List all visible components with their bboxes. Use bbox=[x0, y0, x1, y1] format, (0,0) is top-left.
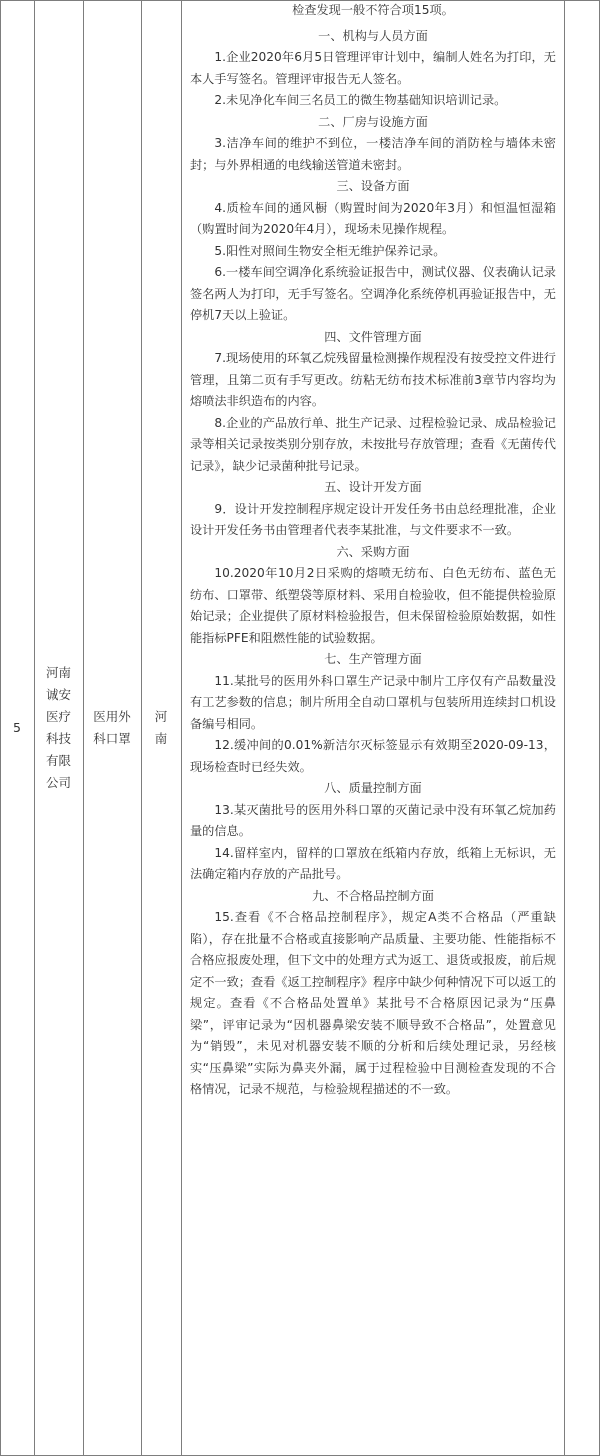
section-heading: 七、生产管理方面 bbox=[324, 652, 422, 666]
finding-item: 4.质检车间的通风橱（购置时间为2020年3月）和恒温恒湿箱（购置时间为2020年4月），现场未见操作规程。 bbox=[190, 200, 556, 236]
product-name-line: 医用外 bbox=[93, 709, 131, 724]
section-heading: 五、设计开发方面 bbox=[324, 480, 422, 494]
finding-item: 10.2020年10月2日采购的熔喷无纺布、白色无纺布、蓝色无纺布、口罩带、纸塑袋等原材料、采用自检验收，但不能提供检验原始记录；企业提供了原材料检验报告，但未保留检验原始数据，如性能指标PFE和阻燃性能的试验数据。 bbox=[190, 566, 556, 645]
column-divider bbox=[181, 0, 182, 1456]
company-name-line: 有限 bbox=[45, 753, 71, 768]
section-heading: 六、采购方面 bbox=[336, 544, 410, 559]
company-cell bbox=[34, 0, 83, 1456]
row-index-cell bbox=[0, 0, 34, 1456]
finding-item: 1.企业2020年6月5日管理评审计划中，编制人姓名为打印，无本人手写签名。管理评审报告无人签名。 bbox=[190, 50, 556, 86]
region-name-line: 南 bbox=[154, 731, 168, 746]
findings-intro: 检查发现一般不符合项15项。 bbox=[292, 3, 454, 17]
column-divider bbox=[564, 0, 565, 1456]
finding-item: 14.留样室内，留样的口罩放在纸箱内存放，纸箱上无标识，无法确定箱内存放的产品批号。 bbox=[190, 845, 556, 881]
company-name-line: 科技 bbox=[45, 731, 71, 746]
company-name-line: 医疗 bbox=[45, 709, 71, 724]
finding-item: 5.阳性对照间生物安全柜无维护保养记录。 bbox=[214, 243, 446, 258]
company-name-line: 诚安 bbox=[45, 687, 71, 702]
finding-item: 2.未见净化车间三名员工的微生物基础知识培训记录。 bbox=[214, 93, 507, 107]
row-index: 5 bbox=[13, 720, 21, 735]
finding-item: 8.企业的产品放行单、批生产记录、过程检验记录、成品检验记录等相关记录按类别分别存放，未按批号存放管理；查看《无菌传代记录》，缺少记录菌种批号记录。 bbox=[190, 415, 556, 473]
finding-item: 15.查看《不合格品控制程序》，规定A类不合格品（严重缺陷），存在批量不合格或直接影响产品质量、主要功能、性能指标不合格应报废处理，但下文中的处理方式为返工、退货或报废，前后规定不一致；查看《返工控制程序》程序中缺少何种情况下可以返工的规定。查看《不合格品处置单》某批号不合格原因记录为“压鼻梁”，评审记录为“因机器鼻梁安装不顺导致不合格品”，处置意见为“销毁”，未见对机器安装不顺的分析和后续处理记录，另经核实“压鼻梁”实际为鼻夹外漏，属于过程检验中目测检查发现的不合格情况，记录不规范，与检验规程描述的不一致。 bbox=[190, 910, 556, 1096]
section-heading: 三、设备方面 bbox=[336, 179, 410, 193]
region-cell bbox=[141, 0, 181, 1456]
section-heading: 一、机构与人员方面 bbox=[318, 28, 428, 43]
finding-item: 13.某灭菌批号的医用外科口罩的灭菌记录中没有环氧乙烷加药量的信息。 bbox=[190, 802, 556, 838]
region-name-line: 河 bbox=[154, 709, 168, 724]
finding-item: 12.缓冲间的0.01%新洁尔灭标签显示有效期至2020-09-13，现场检查时已经失效。 bbox=[190, 738, 556, 774]
section-heading: 二、厂房与设施方面 bbox=[318, 114, 428, 129]
company-name-line: 公司 bbox=[45, 775, 71, 790]
finding-item: 7.现场使用的环氧乙烷残留量检测操作规程没有按受控文件进行管理，且第二页有手写更改。纺粘无纺布技术标准前3章节内容均为熔喷法非织造布的内容。 bbox=[190, 351, 556, 408]
findings-cell bbox=[190, 0, 556, 1101]
section-heading: 四、文件管理方面 bbox=[324, 329, 422, 344]
section-heading: 八、质量控制方面 bbox=[324, 781, 422, 795]
product-name-line: 科口罩 bbox=[93, 731, 131, 746]
finding-item: 3.洁净车间的维护不到位，一楼洁净车间的消防栓与墙体未密封；与外界相通的电线输送管道未密封。 bbox=[190, 136, 556, 172]
finding-item: 6.一楼车间空调净化系统验证报告中，测试仪器、仪表确认记录签名两人为打印，无手写签名。空调净化系统停机再验证报告中，无停机7天以上验证。 bbox=[190, 265, 556, 322]
product-cell bbox=[83, 0, 141, 1456]
company-name-line: 河南 bbox=[45, 665, 71, 680]
finding-item: 9．设计开发控制程序规定设计开发任务书由总经理批准，企业设计开发任务书由管理者代表李某批准，与文件要求不一致。 bbox=[190, 501, 556, 537]
section-heading: 九、不合格品控制方面 bbox=[312, 888, 434, 903]
finding-item: 11.某批号的医用外科口罩生产记录中制片工序仅有产品数量没有工艺参数的信息；制片所用全自动口罩机与包装所用连续封口机设备编号相同。 bbox=[190, 673, 556, 731]
